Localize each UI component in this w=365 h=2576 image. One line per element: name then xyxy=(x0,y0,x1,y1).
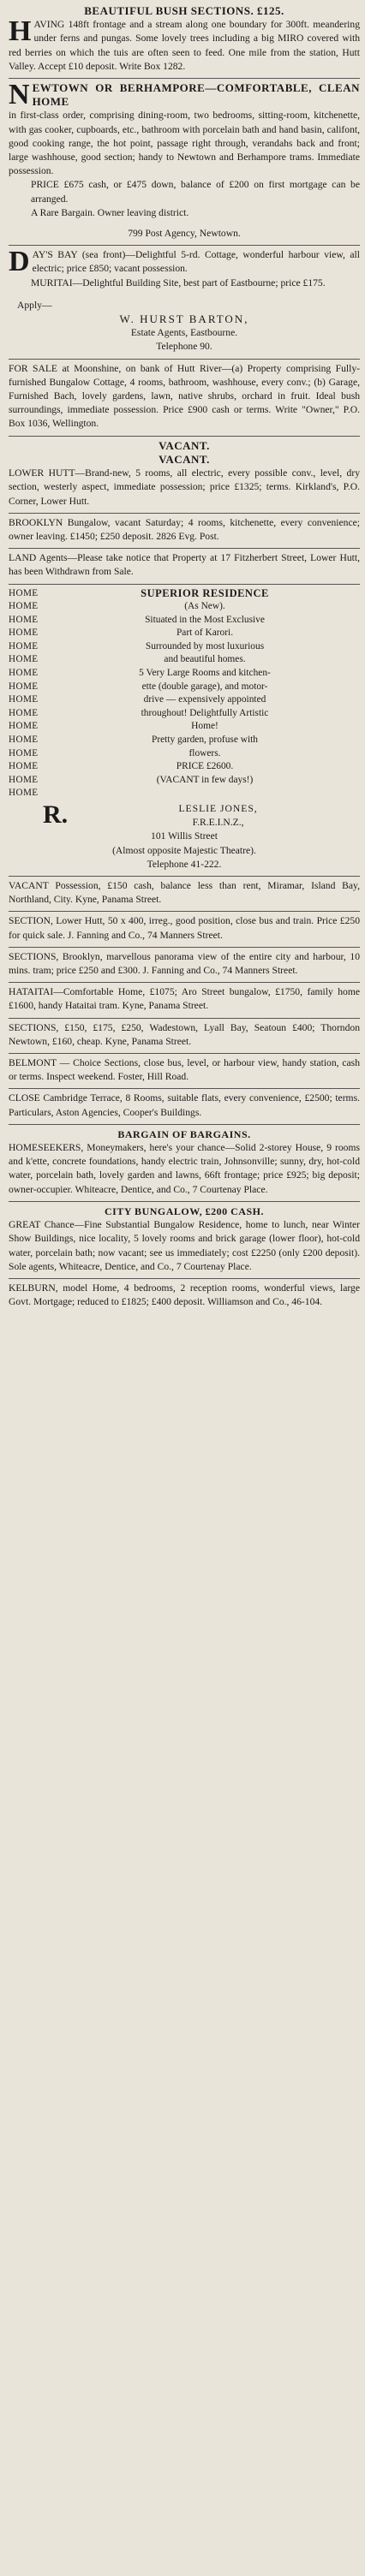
home-word: HOME xyxy=(9,774,39,785)
ad-title: VACANT. xyxy=(159,438,210,452)
home-line: and beautiful homes. xyxy=(164,654,246,665)
ad-headline: EWTOWN OR BERHAMPORE—COMFORTABLE, CLEAN HOME xyxy=(32,81,360,109)
home-layout xyxy=(9,587,360,801)
ad-body: FOR SALE at Moonshine, on bank of Hutt River—(a) Property comprising Fully-furnished Bungalow Cottage, 4 rooms, bathroom, washhouse, every conv.; (b) Garage, Furnished Bach, lovely gardens, lawn, native shrubs, orchard in fruit. Ideal bush surroundings, immediate possession. Price £900 cash or terms. Write "Owner," P.O. Box 1036, Wellington. xyxy=(9,362,360,430)
ad-title: CITY BUNGALOW, £200 CASH. xyxy=(105,1205,264,1217)
ad-title: VACANT. xyxy=(159,452,210,466)
drop-cap: H xyxy=(9,15,32,48)
agent-note: (Almost opposite Majestic Theatre). xyxy=(112,844,256,856)
home-word: HOME xyxy=(9,761,39,772)
ad-body: SECTION, Lower Hutt, 50 x 400, irreg., good position, close bus and train. Price £250 for quick sale. J. Fanning and Co., 74 Manners Street. xyxy=(9,915,360,941)
agent-telephone: Telephone 41-222. xyxy=(147,858,222,870)
drop-cap: N xyxy=(9,79,30,111)
agent-quals: F.R.E.I.N.Z., xyxy=(192,817,244,829)
ad-beautiful-bush-sections xyxy=(9,2,360,79)
ad-land-agents xyxy=(9,549,360,584)
home-word: HOME xyxy=(9,707,39,718)
home-repeat-column xyxy=(9,587,50,801)
home-line: drive — expensively appointed xyxy=(143,694,266,705)
home-word: HOME xyxy=(9,640,39,651)
ad-body: SECTIONS, Brooklyn, marvellous panorama view of the entire city and harbour, 10 mins. tram; price £250 and £300. J. Fanning and Co., 74 Manners Street. xyxy=(9,950,360,977)
ad-body: KELBURN, model Home, 4 bedrooms, 2 reception rooms, wonderful views, large Govt. Mortgage; reduced to £1825; £400 deposit. Williamson and Co., 46-104. xyxy=(9,1282,360,1308)
ad-body: LOWER HUTT—Brand-new, 5 rooms, all electric, every possible conv., level, dry section, westerly aspect, immediate possession; price £1325; terms. Kirkland's, P.O. Corner, Lower Hutt. xyxy=(9,467,360,507)
home-line: Pretty garden, profuse with xyxy=(151,735,258,746)
ad-body: GREAT Chance—Fine Substantial Bungalow Residence, home to lunch, near Winter Show Buildings, nice locality, 5 lovely rooms and brick garage (lower floor), hot-cold water, porcelain bath; now vacant; see us immediately; cost £2250 (only £200 deposit). Sole agents, Whiteacre, Dentice, and Co., 7 Courtenay Place. xyxy=(9,1219,360,1272)
ad-apply: Apply— xyxy=(17,299,52,311)
ad-body: HATAITAI—Comfortable Home, £1075; Aro Street bungalow, £1750, family home £1600, handy Hataitai tram. Kyne, Panama Street. xyxy=(9,986,360,1012)
ad-body: SECTIONS, £150, £175, £250, Wadestown, Lyall Bay, Seatoun £400; Thorndon Newtown, £160, cheap. Kyne, Panama Street. xyxy=(9,1021,360,1047)
home-line: ette (double garage), and motor- xyxy=(141,681,268,692)
ad-second: MURITAI—Delightful Building Site, best part of Eastbourne; price £175. xyxy=(31,277,326,289)
home-word: HOME xyxy=(9,628,39,639)
home-line: (VACANT in few days!) xyxy=(156,774,254,785)
ad-kelburn xyxy=(9,1279,360,1313)
home-word: HOME xyxy=(9,694,39,705)
ad-days-bay xyxy=(9,246,360,359)
ad-lower-hutt-vacant xyxy=(9,437,360,514)
ad-moonshine xyxy=(9,360,360,437)
home-line: Home! xyxy=(191,721,218,732)
ad-brooklyn-bungalow xyxy=(9,514,360,549)
home-word: HOME xyxy=(9,668,39,679)
ad-superior-residence xyxy=(9,585,360,878)
ad-subtitle: (As New). xyxy=(184,601,225,612)
ad-city-bungalow xyxy=(9,1202,360,1279)
agent-name: W. HURST BARTON, xyxy=(119,312,249,326)
ad-section-lower-hutt xyxy=(9,912,360,947)
home-line: Part of Karori. xyxy=(176,628,234,639)
ad-price: PRICE £675 cash, or £475 down, balance of £200 on first mortgage can be arranged. xyxy=(31,179,360,205)
agent-address: Estate Agents, Eastbourne. xyxy=(130,327,238,339)
ad-agent: 799 Post Agency, Newtown. xyxy=(128,228,241,240)
ad-body: LAND Agents—Please take notice that Property at 17 Fitzherbert Street, Lower Hutt, has been Withdrawn from Sale. xyxy=(9,552,360,578)
home-lines xyxy=(50,614,360,788)
ad-bargain-of-bargains xyxy=(9,1125,360,1202)
ad-title: BARGAIN OF BARGAINS. xyxy=(117,1127,251,1140)
home-word: HOME xyxy=(9,721,39,732)
home-word: HOME xyxy=(9,747,39,759)
ad-body: AVING 148ft frontage and a stream along one boundary for 300ft. meandering under ferns and pungas. Some lovely trees including a big MIRO covered with red berries on which the tuis are often seen to feed. One mile from the station, Hutt Valley. Accept £10 deposit. Write Box 1282. xyxy=(9,19,360,72)
home-word: HOME xyxy=(9,654,39,665)
ad-headline: BEAUTIFUL BUSH SECTIONS. £125. xyxy=(84,4,284,17)
ad-body: in first-class order, comprising dining-room, two bedrooms, sitting-room, kitchenette, with gas cooker, cupboards, etc., bathroom with porcelain bath and hand basin, califont, good cooking range, the hot point, passage right through, verandahs back and front; large washhouse, good section; handy to Newtown and Berhampore trams. Immediate possession. xyxy=(9,110,360,177)
agent-telephone: Telephone 90. xyxy=(156,341,212,353)
home-line: throughout! Delightfully Artistic xyxy=(141,707,269,718)
ad-newtown-berhampore xyxy=(9,79,360,246)
home-line: flowers. xyxy=(188,747,221,759)
agent-address: 101 Willis Street xyxy=(151,830,218,842)
home-word: HOME xyxy=(9,735,39,746)
ad-title: SUPERIOR RESIDENCE xyxy=(141,586,269,599)
r-letter: R. xyxy=(43,802,69,830)
ad-hataitai xyxy=(9,983,360,1018)
home-line: Surrounded by most luxurious xyxy=(145,640,265,651)
home-word: HOME xyxy=(9,681,39,692)
ad-headline: AY'S BAY (sea front)—Delightful 5-rd. Cottage, wonderful harbour view, all electric; price £850; vacant possession. xyxy=(32,249,360,275)
home-word: HOME xyxy=(9,788,39,799)
ad-body: BELMONT — Choice Sections, close bus, level, or harbour view, handy station, cash or terms. Inspect weekend. Foster, Hill Road. xyxy=(9,1057,360,1083)
ad-sections-wadestown xyxy=(9,1019,360,1054)
ad-cambridge-terrace xyxy=(9,1089,360,1124)
ad-body: VACANT Possession, £150 cash, balance less than rent, Miramar, Island Bay, Northland, City. Kyne, Panama Street. xyxy=(9,880,360,906)
ad-vacant-possession xyxy=(9,877,360,912)
home-word: HOME xyxy=(9,587,39,598)
ad-body: HOMESEEKERS, Moneymakers, here's your chance—Solid 2-storey House, 9 rooms and k'ette, concrete foundations, handy electric train, Johnsonville; sunny, dry, hot-cold water, porcelain bath, lovely garden and lawns, 66ft frontage; price £925; big deposit; owner-occupier. Whiteacre, Dentice, and Co., 7 Courtenay Place. xyxy=(9,1142,360,1195)
home-line: Situated in the Most Exclusive xyxy=(145,614,265,625)
home-line: 5 Very Large Rooms and kitchen- xyxy=(139,668,271,679)
agent-block xyxy=(9,802,360,830)
ad-belmont xyxy=(9,1054,360,1089)
home-word: HOME xyxy=(9,601,39,612)
agent-name: LESLIE JONES, xyxy=(178,803,258,815)
ad-body: BROOKLYN Bungalow, vacant Saturday; 4 rooms, kitchenette, every convenience; owner leaving. £1450; £250 deposit. 2826 Evg. Post. xyxy=(9,516,360,542)
ad-note: A Rare Bargain. Owner leaving district. xyxy=(31,206,189,218)
drop-cap: D xyxy=(9,246,30,278)
home-main xyxy=(50,587,360,801)
home-line: PRICE £2600. xyxy=(176,761,234,772)
ad-sections-brooklyn xyxy=(9,948,360,983)
ad-body: CLOSE Cambridge Terrace, 8 Rooms, suitable flats, every convenience, £2500; terms. Particulars, Aston Agencies, Cooper's Buildings. xyxy=(9,1092,360,1118)
home-word: HOME xyxy=(9,614,39,625)
